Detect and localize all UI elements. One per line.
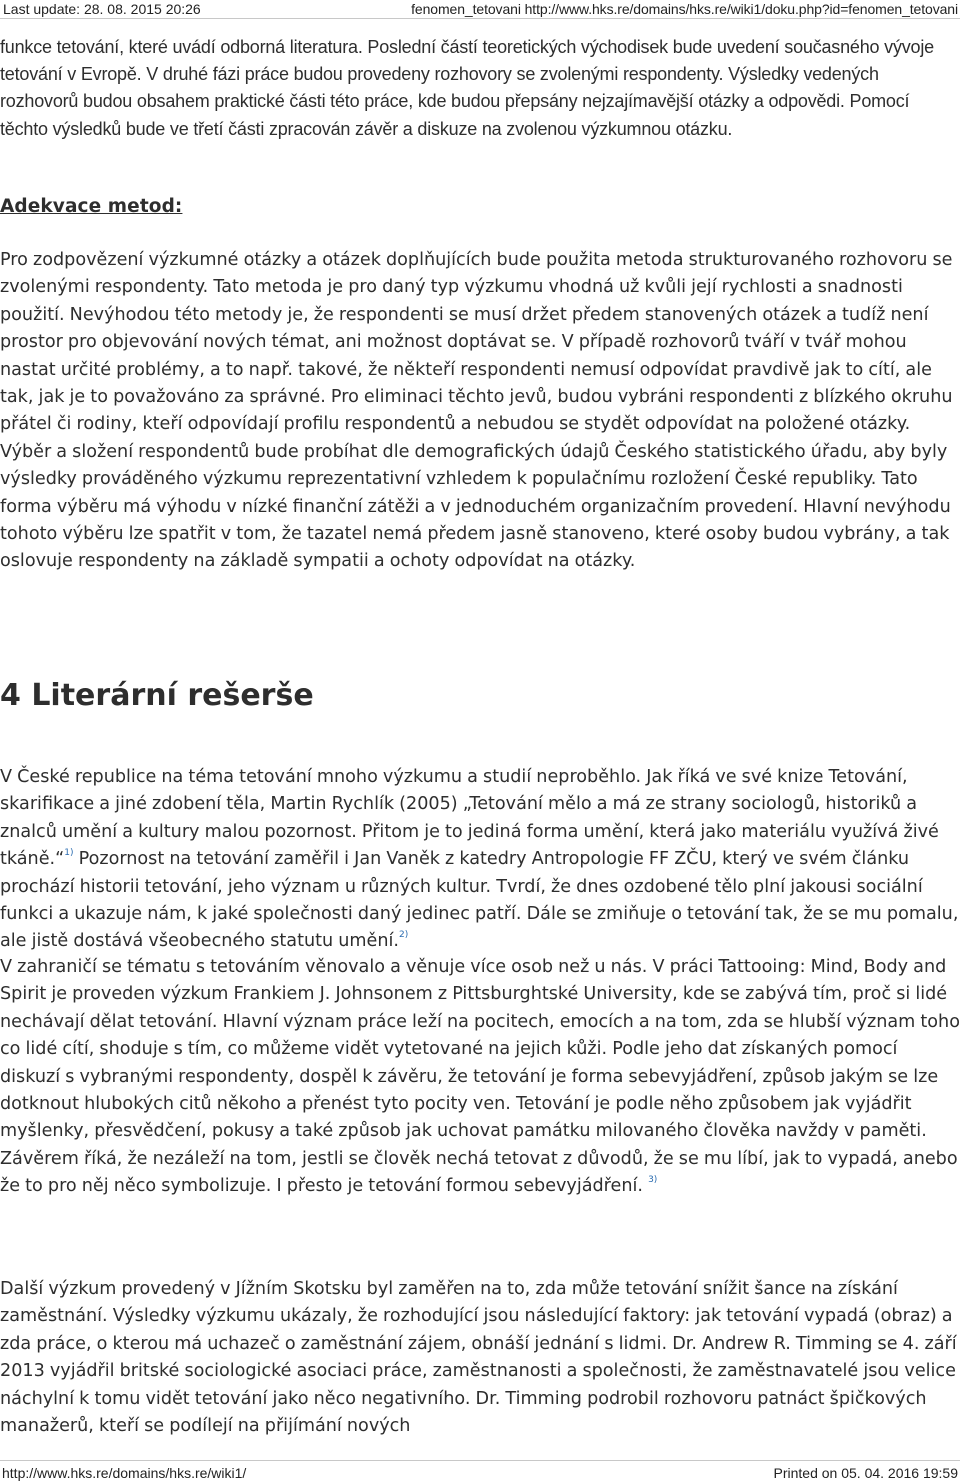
last-update: Last update: 28. 08. 2015 20:26 [3,1,201,17]
footnote-link-2[interactable]: 2) [399,930,409,941]
literature-paragraph-1 [0,764,960,956]
printed-date: Printed on 05. 04. 2016 19:59 [773,1465,958,1481]
methods-heading: Adekvace metod: [0,196,183,217]
literature-paragraph-2-text: V zahraničí se tématu s tetováním věnovalo a věnuje více osob než u nás. V práci Tattooing: Mind, Body and Spirit je proveden výzkum Frankiem J. Johnsonem z Pittsburghtské University, kde se zabývá tím, proč si lidé nechávají dělat tetování. Hlavní význam práce leží na pocitech, emocích a na tom, zda se hlubší význam toho co lidé cítí, shoduje s tím, co můžeme vidět vytetované na jejich kůži. Podle jeho dat získaných pomocí diskuzí s vybranými respondenty, dospěl k závěru, že tetování je forma sebevyjádření, způsob jakým se lze dotknout hlubokých citů někoho a přenést tyto pocity ven. Tetování je podle něho způsobem jak vyjádřit myšlenky, přesvědčení, pokusy a také způsob jak uchovat památku milovaného člověka navždy v paměti. Závěrem říká, že nezáleží na tom, jestli se člověk nechá tetovat z důvodů, že se mu líbí, jak to vypadá, anebo že to pro něj něco symbolizuje. I přesto je tetování formou sebevyjádření. [0,957,960,1197]
methods-paragraph: Pro zodpovězení výzkumné otázky a otázek doplňujících bude použita metoda strukturovaného rozhovoru se zvolenými respondenty. Tato metoda je pro daný typ výzkumu vhodná už kvůli její rychlosti a snadnosti použití. Nevýhodou této metody je, že respondenti se musí držet předem stanovených otázek a tudíž není prostor pro objevování nových témat, ani možnost doptávat se. V případě rozhovorů tváří v tvář mohou nastat určité problémy, a to např. takové, že někteří respondenti nemusí odpovídat pravdivě jak to cítí, ale tak, jak je to považováno za správné. Pro eliminaci těchto jevů, budou vybráni respondenti z blízkého okruhu přátel či rodiny, kteří odpovídají profilu respondentů a nebudou se stydět odpovídat na položené otázky. Výběr a složení respondentů bude probíhat dle demografických údajů Českého statistického úřadu, aby byly výsledky prováděného výzkumu reprezentativní vzhledem k populačnímu rozložení České republiky. Tato forma výběru má výhodu v nízké finanční zátěži a v jednoduchém organizačním provedení. Hlavní nevýhodu tohoto výběru lze spatřit v tom, že tazatel nemá předem jasně stanoveno, které osoby budou vybrány, a tak oslovuje respondenty na základě sympatii a ochoty odpovídat na otázky. [0,250,953,572]
literature-paragraph-1-end: Pozornost na tetování zaměřil i Jan Vaněk z katedry Antropologie FF ZČU, který ve svém článku prochází historii tetování, jeho význam u různých kultur. Tvrdí, že dnes ozdobené tělo plní jakousi sociální funkci a ukazuje nám, k jaké společnosti daný jedinec patří. Dále se zmiňuje o tetování tak, že se mu pomalu, ale jistě dostává všeobecného statutu umění. [0,849,959,952]
page-reference: fenomen_tetovani http://www.hks.re/domains/hks.re/wiki1/doku.php?id=fenomen_tetovani [411,1,958,17]
footnote-link-3[interactable]: 3) [648,1175,658,1186]
literature-paragraph-2 [0,954,960,1201]
page-header [0,0,960,19]
footer-url: http://www.hks.re/domains/hks.re/wiki1/ [2,1465,247,1481]
intro-paragraph: funkce tetování, které uvádí odborná literatura. Poslední částí teoretických východisek bude uvedení současného vývoje tetování v Evropě. V druhé fázi práce budou provedeny rozhovory se zvolenými respondenty. Výsledky vedených rozhovorů budou obsahem praktické části této práce, kde budou přepsány nejzajímavější otázky a odpovědi. Pomocí těchto výsledků bude ve třetí části zpracován závěr a diskuze na zvolenou výzkumnou otázku. [0,37,934,139]
page-footer [0,1460,960,1484]
literature-paragraph-1-start: V České republice na téma tetování mnoho výzkumu a studií neproběhlo. Jak říká ve své knize Tetování, skarifikace a jiné zdobení těla, Martin Rychlík (2005) „Tetování mělo a má ze strany sociologů, historiků a znalců umění a kultury malou pozornost. Přitom je to jediná forma umění, která jako materiálu využívá živé tkáně.“ [0,767,939,870]
footnote-link-1[interactable]: 1) [64,848,74,859]
literature-paragraph-3: Další výzkum provedený v Jížním Skotsku byl zaměřen na to, zda může tetování snížit šance na získání zaměstnání. Výsledky výzkumu ukázaly, že rozhodující jsou následující faktory: jak tetování vypadá (obraz) a zda práce, o kterou má uchazeč o zaměstnání zájem, obnáší jednání s lidmi. Dr. Andrew R. Timming se 4. září 2013 vyjádřil britské sociologické asociaci práce, zaměstnanosti a společnosti, že zaměstnavatelé jsou velice náchylní k tomu vidět tetování jako něco negativního. Dr. Timming podrobil rozhovoru patnáct špičkových manažerů, kteří se podílejí na přijímání nových [0,1279,957,1437]
literature-heading: 4 Literární rešerše [0,678,314,713]
